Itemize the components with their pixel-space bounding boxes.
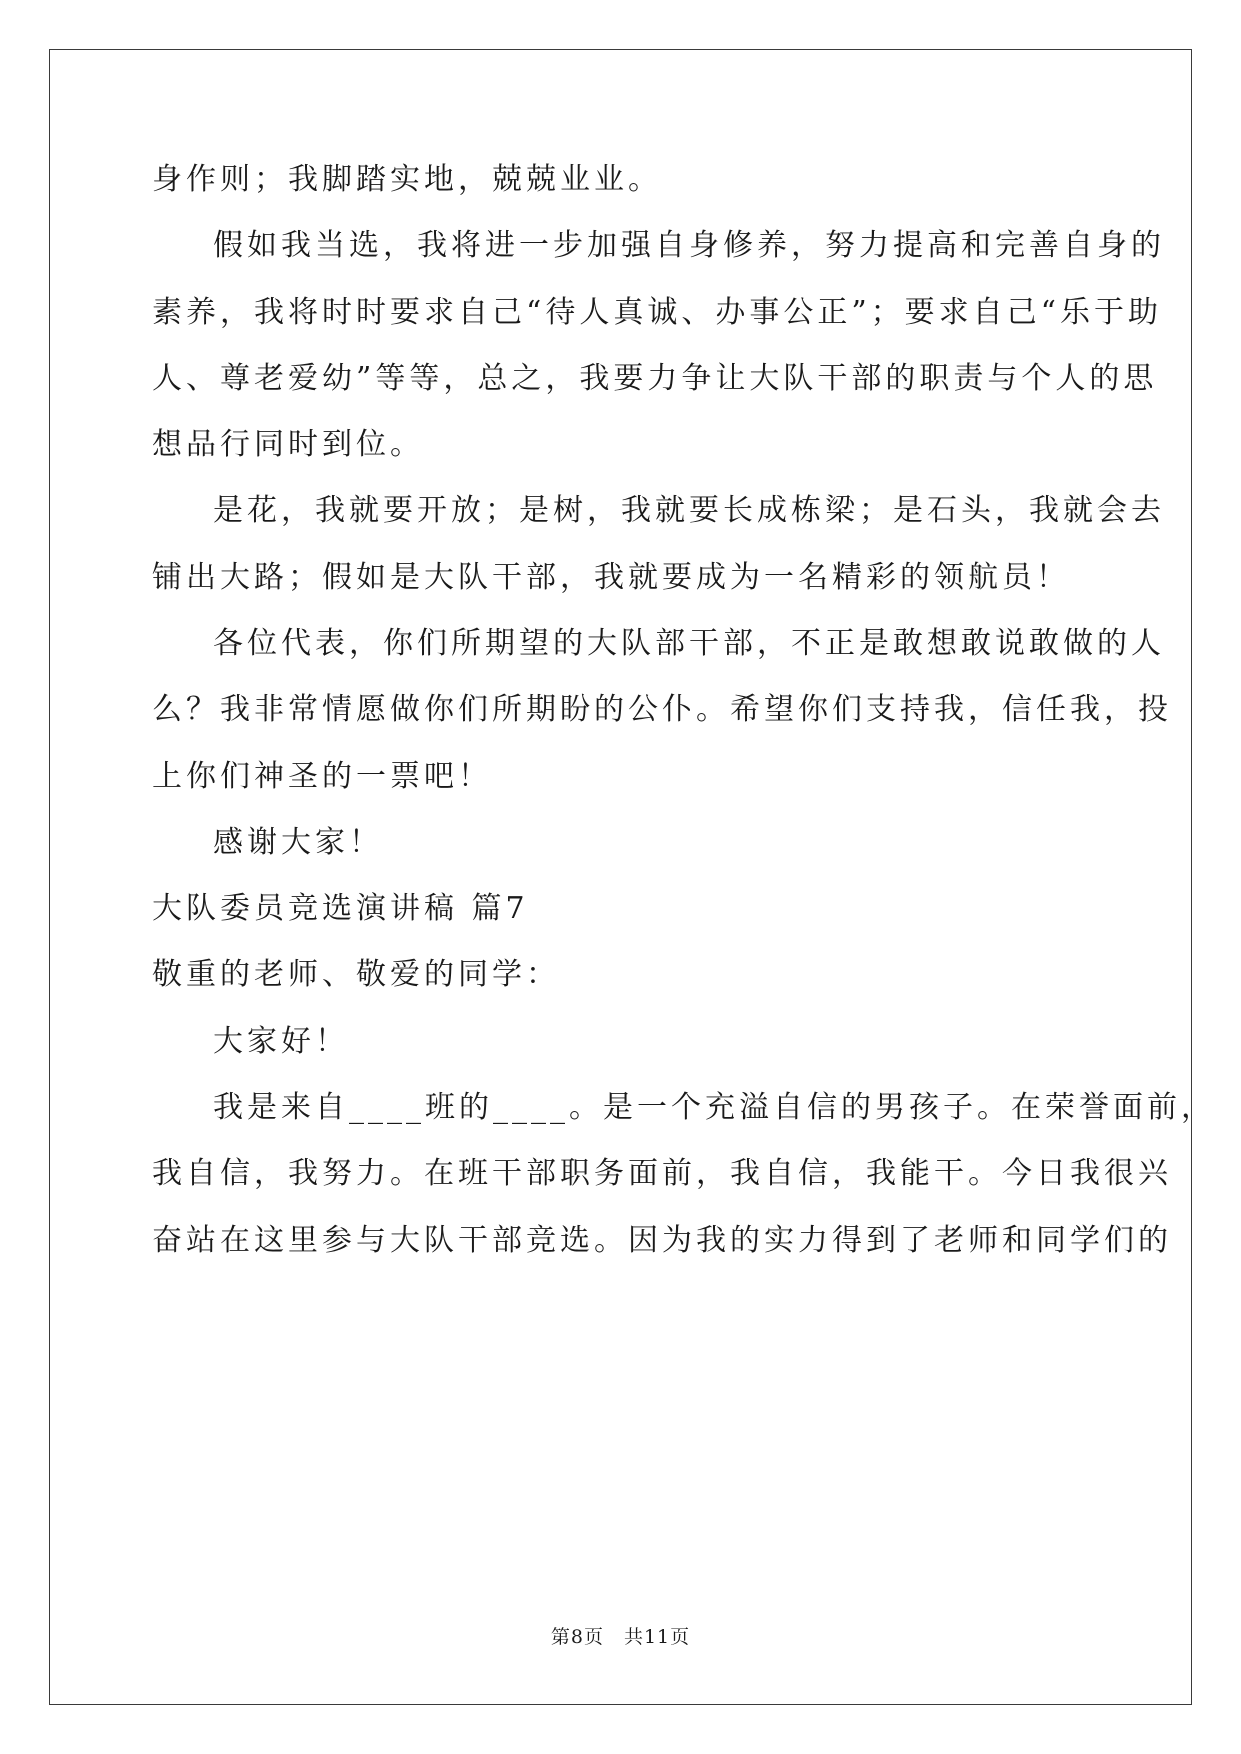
text-line: 铺出大路；假如是大队干部，我就要成为一名精彩的领航员！ bbox=[152, 560, 1070, 595]
text-line: 身作则；我脚踏实地，兢兢业业。 bbox=[152, 162, 662, 197]
text-line: 各位代表，你们所期望的大队部干部，不正是敢想敢说敢做的人 bbox=[213, 626, 1165, 661]
text-line: 人、尊老爱幼”等等，总之，我要力争让大队干部的职责与个人的思 bbox=[152, 361, 1158, 396]
section-heading: 大队委员竞选演讲稿 篇7 bbox=[152, 891, 529, 926]
text-line: 上你们神圣的一票吧！ bbox=[152, 759, 492, 794]
text-line: 想品行同时到位。 bbox=[152, 427, 424, 462]
text-line: 我自信，我努力。在班干部职务面前，我自信，我能干。今日我很兴 bbox=[152, 1156, 1172, 1191]
greeting: 大家好！ bbox=[213, 1024, 349, 1059]
text-line: 感谢大家！ bbox=[213, 825, 383, 860]
text-line: 奋站在这里参与大队干部竞选。因为我的实力得到了老师和同学们的 bbox=[152, 1223, 1172, 1258]
text-line: 素养，我将时时要求自己“待人真诚、办事公正”；要求自己“乐于助 bbox=[152, 295, 1163, 330]
text-line: 么？我非常情愿做你们所期盼的公仆。希望你们支持我，信任我，投 bbox=[152, 692, 1172, 727]
salutation: 敬重的老师、敬爱的同学： bbox=[152, 957, 560, 992]
text-line: 我是来自____班的____。是一个充溢自信的男孩子。在荣誉面前， bbox=[213, 1090, 1215, 1125]
page-number: 第8页 共11页 bbox=[550, 1626, 691, 1648]
text-line: 假如我当选，我将进一步加强自身修养，努力提高和完善自身的 bbox=[213, 228, 1165, 263]
text-line: 是花，我就要开放；是树，我就要长成栋梁；是石头，我就会去 bbox=[213, 493, 1165, 528]
